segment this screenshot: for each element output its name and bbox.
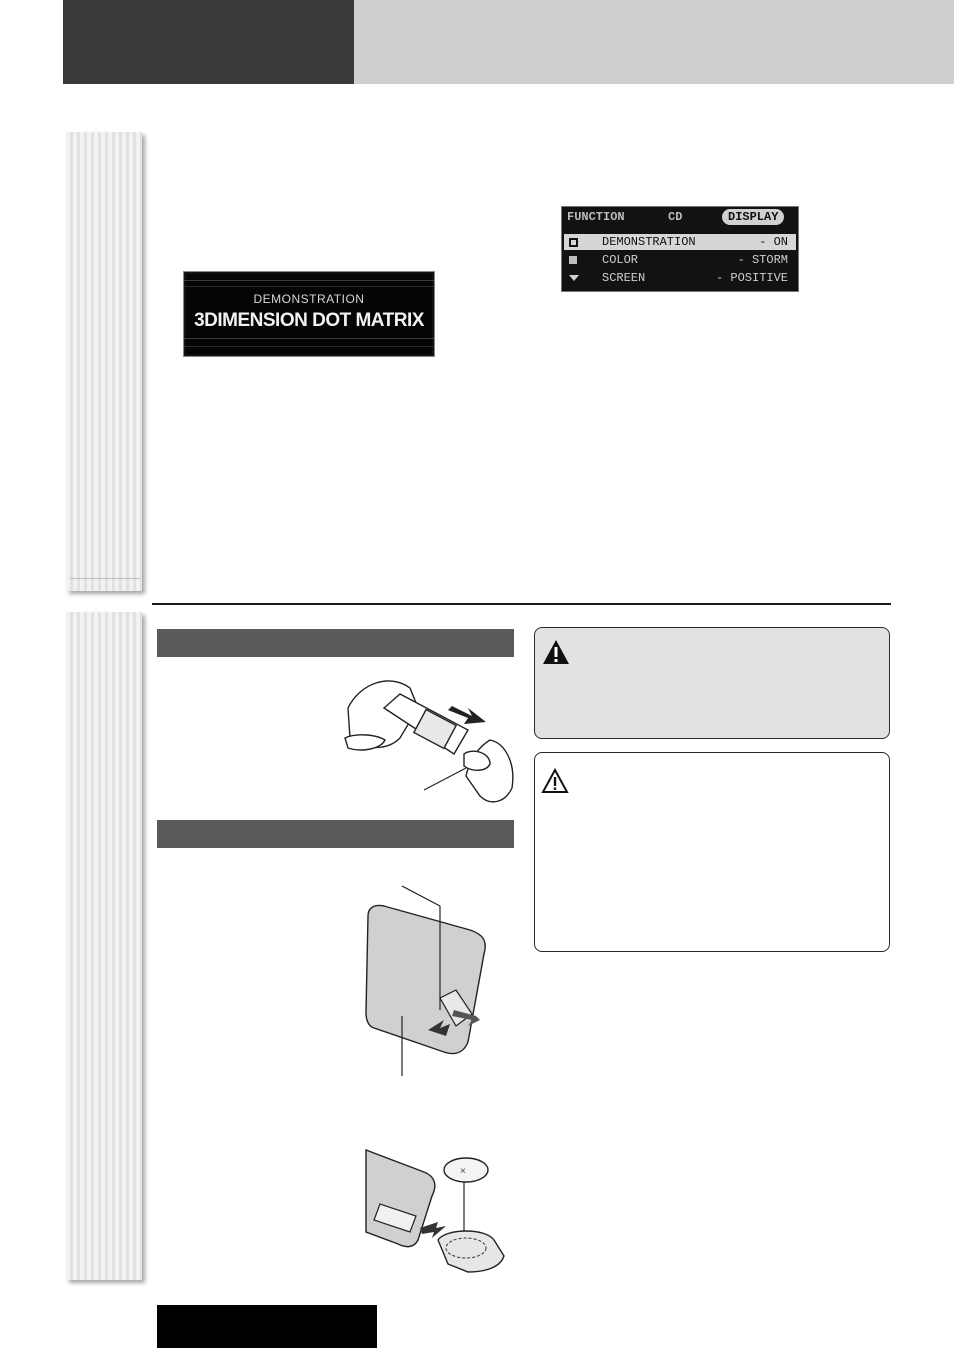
menu-row-color [564, 252, 796, 268]
warning-box [534, 627, 890, 739]
section-divider [152, 603, 891, 605]
remote-holder-removal-illustration [340, 668, 520, 813]
menu-row-value: - STORM [737, 253, 788, 267]
demo-text-line2: 3DIMENSION DOT MATRIX [194, 310, 424, 331]
menu-row-label: SCREEN [602, 271, 646, 285]
menu-row-label: DEMONSTRATION [602, 235, 696, 249]
svg-text:×: × [460, 1166, 466, 1177]
section-bar-2 [157, 820, 514, 848]
menu-row-screen [564, 270, 796, 286]
tab-cd: CD [668, 210, 683, 224]
menu-row-value: - ON [759, 235, 788, 249]
function-menu-tabs [562, 207, 798, 229]
caution-triangle-outline-icon [540, 767, 570, 795]
warning-triangle-filled-icon [541, 638, 571, 666]
page-footer-bar [157, 1305, 377, 1348]
remote-lever-illustration [360, 880, 500, 1080]
caution-box [534, 752, 890, 952]
side-tab-top [66, 132, 142, 591]
side-tab-bottom [66, 612, 142, 1280]
triangle-down-icon [569, 275, 579, 281]
tab-display: DISPLAY [722, 209, 784, 225]
function-menu-display [561, 206, 799, 292]
menu-row-label: COLOR [602, 253, 639, 267]
menu-row-demonstration [564, 234, 796, 250]
demonstration-display [183, 271, 435, 357]
square-filled-icon [569, 256, 577, 264]
header-dark-block [63, 0, 354, 84]
coin-battery-insert-illustration [360, 1144, 520, 1284]
menu-row-value: - POSITIVE [715, 271, 788, 285]
demo-text-line1: DEMONSTRATION [253, 292, 365, 306]
side-tab-rule [70, 578, 140, 579]
tab-function: FUNCTION [567, 210, 625, 224]
square-outline-icon [569, 238, 578, 247]
section-bar-1 [157, 629, 514, 657]
header-light-block [354, 0, 954, 84]
